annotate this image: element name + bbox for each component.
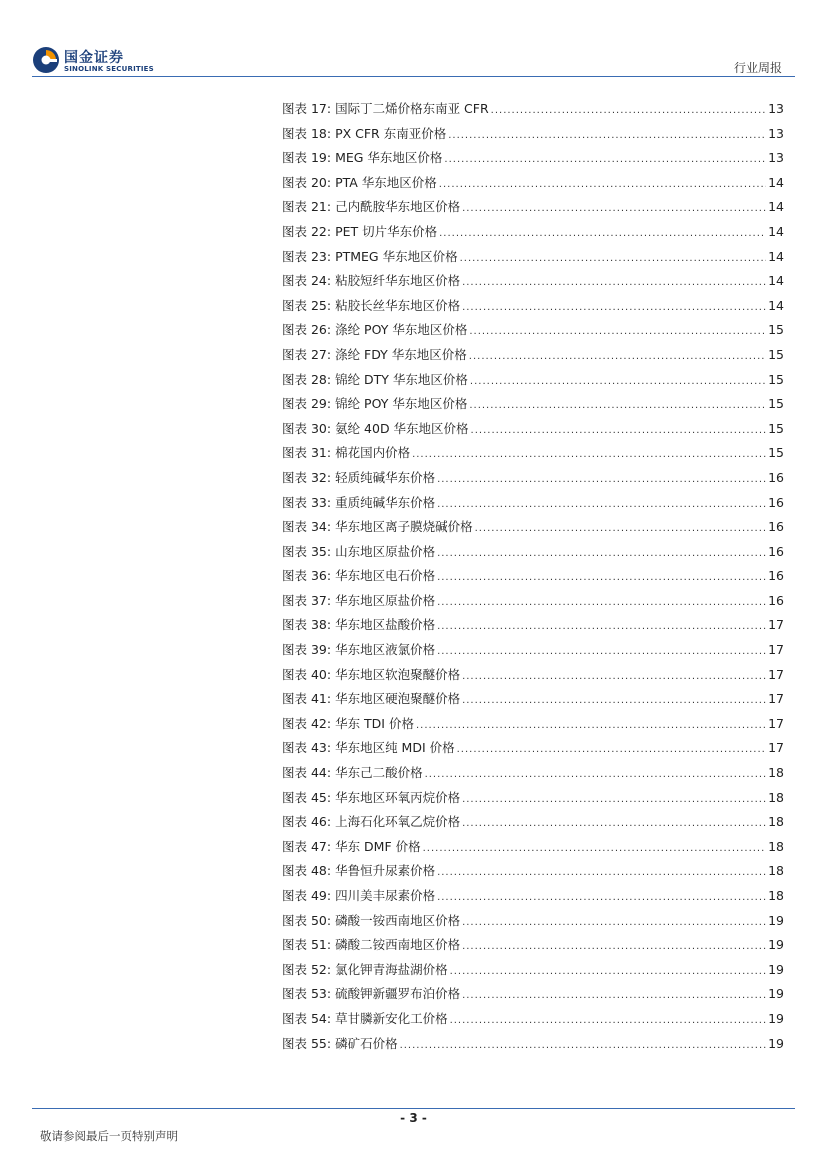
toc-entry-page: 14 — [768, 248, 784, 264]
toc-dot-leader — [437, 493, 766, 518]
toc-entry-label: 图表 41: 华东地区硬泡聚醚价格 — [282, 691, 461, 707]
toc-entry-page: 16 — [768, 543, 784, 559]
toc-entry-label: 图表 50: 磷酸一铵西南地区价格 — [282, 912, 461, 928]
toc-dot-leader — [416, 714, 766, 739]
toc-entry[interactable] — [282, 638, 784, 663]
toc-entry[interactable] — [282, 195, 784, 220]
toc-entry[interactable] — [282, 441, 784, 466]
toc-entry[interactable] — [282, 958, 784, 983]
toc-entry-label: 图表 52: 氯化钾青海盐湖价格 — [282, 961, 448, 977]
toc-entry[interactable] — [282, 859, 784, 884]
toc-entry-label: 图表 42: 华东 TDI 价格 — [282, 715, 414, 731]
toc-entry-page: 19 — [768, 937, 784, 953]
toc-entry-label: 图表 46: 上海石化环氧乙烷价格 — [282, 814, 461, 830]
toc-dot-leader — [462, 788, 766, 813]
toc-entry-page: 16 — [768, 469, 784, 485]
toc-entry-label: 图表 45: 华东地区环氧丙烷价格 — [282, 789, 461, 805]
toc-entry[interactable] — [282, 146, 784, 171]
toc-entry-page: 13 — [768, 125, 784, 141]
toc-entry-page: 16 — [768, 592, 784, 608]
toc-dot-leader — [400, 1034, 767, 1059]
toc-entry[interactable] — [282, 1007, 784, 1032]
toc-entry-label: 图表 25: 粘胶长丝华东地区价格 — [282, 297, 461, 313]
toc-entry[interactable] — [282, 392, 784, 417]
toc-entry[interactable] — [282, 417, 784, 442]
toc-entry-page: 17 — [768, 715, 784, 731]
toc-dot-leader — [437, 615, 766, 640]
toc-dot-leader — [437, 542, 766, 567]
toc-entry-label: 图表 47: 华东 DMF 价格 — [282, 838, 421, 854]
toc-entry-label: 图表 39: 华东地区液氯价格 — [282, 642, 436, 658]
toc-entry-label: 图表 21: 己内酰胺华东地区价格 — [282, 199, 461, 215]
toc-entry-label: 图表 49: 四川美丰尿素价格 — [282, 888, 436, 903]
toc-entry-page: 15 — [768, 346, 784, 362]
report-type: 行业周报 — [733, 61, 782, 75]
toc-entry-label: 图表 37: 华东地区原盐价格 — [282, 592, 436, 608]
toc-entry-page: 14 — [768, 174, 784, 190]
toc-entry-page: 17 — [768, 642, 784, 658]
toc-entry[interactable] — [282, 589, 784, 614]
toc-dot-leader — [460, 247, 767, 272]
toc-dot-leader — [423, 837, 766, 862]
toc-entry[interactable] — [282, 687, 784, 712]
toc-dot-leader — [462, 296, 766, 321]
toc-entry-label: 图表 33: 重质纯碱华东价格 — [282, 494, 436, 510]
toc-entry[interactable] — [282, 515, 784, 540]
toc-entry-label: 图表 53: 硫酸钾新疆罗布泊价格 — [282, 986, 461, 1002]
toc-entry[interactable] — [282, 368, 784, 393]
toc-entry[interactable] — [282, 761, 784, 786]
toc-dot-leader — [437, 640, 766, 665]
toc-entry-label: 图表 34: 华东地区离子膜烧碱价格 — [282, 519, 473, 535]
toc-entry[interactable] — [282, 835, 784, 860]
toc-entry[interactable] — [282, 269, 784, 294]
toc-entry-label: 图表 38: 华东地区盐酸价格 — [282, 617, 436, 633]
toc-dot-leader — [462, 935, 766, 960]
toc-entry[interactable] — [282, 540, 784, 565]
toc-entry-label: 图表 18: PX CFR 东南亚价格 — [282, 125, 447, 141]
toc-entry[interactable] — [282, 736, 784, 761]
toc-dot-leader — [439, 173, 766, 198]
toc-entry-page: 15 — [768, 445, 784, 461]
toc-entry-page: 15 — [768, 396, 784, 412]
toc-entry[interactable] — [282, 786, 784, 811]
toc-entry-page: 18 — [768, 765, 784, 781]
toc-dot-leader — [444, 148, 766, 173]
toc-entry[interactable] — [282, 810, 784, 835]
toc-entry-page: 14 — [768, 297, 784, 313]
toc-entry-page: 15 — [768, 322, 784, 338]
toc-dot-leader — [437, 861, 766, 886]
toc-dot-leader — [457, 738, 766, 763]
toc-entry-label: 图表 54: 草甘膦新安化工价格 — [282, 1010, 448, 1026]
toc-dot-leader — [470, 370, 766, 395]
toc-entry-page: 15 — [768, 420, 784, 436]
toc-entry-page: 14 — [768, 273, 784, 289]
toc-dot-leader — [462, 197, 766, 222]
toc-entry-page: 18 — [768, 838, 784, 854]
toc-entry-label: 图表 20: PTA 华东地区价格 — [282, 174, 437, 190]
toc-entry[interactable] — [282, 97, 784, 122]
toc-entry-page: 16 — [768, 568, 784, 584]
disclaimer-note: 敬请参阅最后一页特别声明 — [40, 1129, 178, 1143]
toc-entry-page: 17 — [768, 617, 784, 633]
toc-dot-leader — [437, 468, 766, 493]
page-header — [0, 0, 827, 80]
toc-entry[interactable] — [282, 318, 784, 343]
toc-entry[interactable] — [282, 220, 784, 245]
toc-entry-page: 13 — [768, 150, 784, 166]
toc-dot-leader — [491, 99, 766, 124]
footer-divider — [32, 1108, 795, 1109]
toc-entry-label: 图表 23: PTMEG 华东地区价格 — [282, 248, 458, 264]
toc-entry-label: 图表 36: 华东地区电石价格 — [282, 568, 436, 584]
toc-dot-leader — [462, 689, 766, 714]
toc-dot-leader — [437, 886, 766, 911]
toc-entry-page: 17 — [768, 691, 784, 707]
toc-entry-page: 19 — [768, 1035, 784, 1051]
toc-entry[interactable] — [282, 663, 784, 688]
toc-dot-leader — [462, 911, 766, 936]
toc-entry-label: 图表 43: 华东地区纯 MDI 价格 — [282, 740, 455, 756]
figure-index-list — [282, 97, 784, 1056]
toc-entry[interactable] — [282, 564, 784, 589]
toc-entry[interactable] — [282, 933, 784, 958]
logo-chinese-name: 国金证券 — [64, 50, 124, 66]
toc-entry[interactable] — [282, 1032, 784, 1057]
toc-dot-leader — [450, 960, 767, 985]
page-number: - 3 - — [400, 1111, 427, 1125]
toc-entry[interactable] — [282, 884, 784, 909]
toc-entry[interactable] — [282, 122, 784, 147]
toc-entry-page: 19 — [768, 912, 784, 928]
toc-dot-leader — [469, 394, 766, 419]
toc-entry-label: 图表 31: 棉花国内价格 — [282, 445, 411, 461]
toc-entry-label: 图表 55: 磷矿石价格 — [282, 1035, 398, 1051]
toc-dot-leader — [437, 591, 766, 616]
toc-dot-leader — [469, 320, 766, 345]
toc-entry[interactable] — [282, 613, 784, 638]
toc-entry-label: 图表 26: 涤纶 POY 华东地区价格 — [282, 322, 468, 338]
toc-dot-leader — [462, 812, 766, 837]
toc-dot-leader — [450, 1009, 767, 1034]
toc-entry-label: 图表 22: PET 切片华东价格 — [282, 223, 438, 239]
toc-entry-page: 18 — [768, 863, 784, 879]
toc-entry-page: 18 — [768, 814, 784, 830]
toc-dot-leader — [462, 271, 766, 296]
toc-entry-page: 18 — [768, 888, 784, 903]
toc-entry-label: 图表 24: 粘胶短纤华东地区价格 — [282, 273, 461, 289]
header-divider — [32, 76, 795, 77]
toc-dot-leader — [462, 665, 766, 690]
toc-entry-page: 17 — [768, 740, 784, 756]
toc-entry-page: 14 — [768, 199, 784, 215]
toc-entry[interactable] — [282, 171, 784, 196]
sinolink-logo-icon — [32, 46, 60, 74]
toc-entry-label: 图表 30: 氨纶 40D 华东地区价格 — [282, 420, 469, 436]
toc-entry-page: 15 — [768, 371, 784, 387]
toc-entry-page: 13 — [768, 101, 784, 116]
toc-entry-page: 14 — [768, 223, 784, 239]
toc-dot-leader — [425, 763, 767, 788]
toc-entry-label: 图表 51: 磷酸二铵西南地区价格 — [282, 937, 461, 953]
toc-entry-label: 图表 48: 华鲁恒升尿素价格 — [282, 863, 436, 879]
toc-dot-leader — [448, 124, 766, 149]
toc-entry-page: 19 — [768, 986, 784, 1002]
toc-entry-label: 图表 17: 国际丁二烯价格东南亚 CFR — [282, 101, 489, 116]
toc-entry-label: 图表 19: MEG 华东地区价格 — [282, 150, 443, 166]
toc-entry-label: 图表 27: 涤纶 FDY 华东地区价格 — [282, 346, 467, 362]
toc-entry[interactable] — [282, 466, 784, 491]
toc-dot-leader — [439, 222, 766, 247]
toc-entry[interactable] — [282, 491, 784, 516]
toc-entry-page: 16 — [768, 519, 784, 535]
toc-entry[interactable] — [282, 294, 784, 319]
toc-dot-leader — [469, 345, 766, 370]
toc-entry-label: 图表 40: 华东地区软泡聚醚价格 — [282, 666, 461, 682]
toc-entry[interactable] — [282, 712, 784, 737]
toc-dot-leader — [462, 984, 766, 1009]
toc-entry-page: 19 — [768, 961, 784, 977]
toc-entry-page: 19 — [768, 1010, 784, 1026]
toc-entry-label: 图表 44: 华东己二酸价格 — [282, 765, 423, 781]
toc-dot-leader — [412, 443, 766, 468]
toc-dot-leader — [437, 566, 766, 591]
toc-entry-page: 16 — [768, 494, 784, 510]
toc-dot-leader — [471, 419, 767, 444]
toc-entry-label: 图表 32: 轻质纯碱华东价格 — [282, 469, 436, 485]
toc-entry-page: 17 — [768, 666, 784, 682]
toc-entry[interactable] — [282, 982, 784, 1007]
toc-entry[interactable] — [282, 245, 784, 270]
logo-english-name: SINOLINK SECURITIES — [64, 65, 154, 73]
toc-entry-label: 图表 29: 锦纶 POY 华东地区价格 — [282, 396, 468, 412]
toc-entry-label: 图表 35: 山东地区原盐价格 — [282, 543, 436, 559]
toc-entry[interactable] — [282, 909, 784, 934]
company-logo — [32, 46, 172, 76]
toc-entry-page: 18 — [768, 789, 784, 805]
toc-entry-label: 图表 28: 锦纶 DTY 华东地区价格 — [282, 371, 468, 387]
toc-entry[interactable] — [282, 343, 784, 368]
toc-dot-leader — [475, 517, 767, 542]
